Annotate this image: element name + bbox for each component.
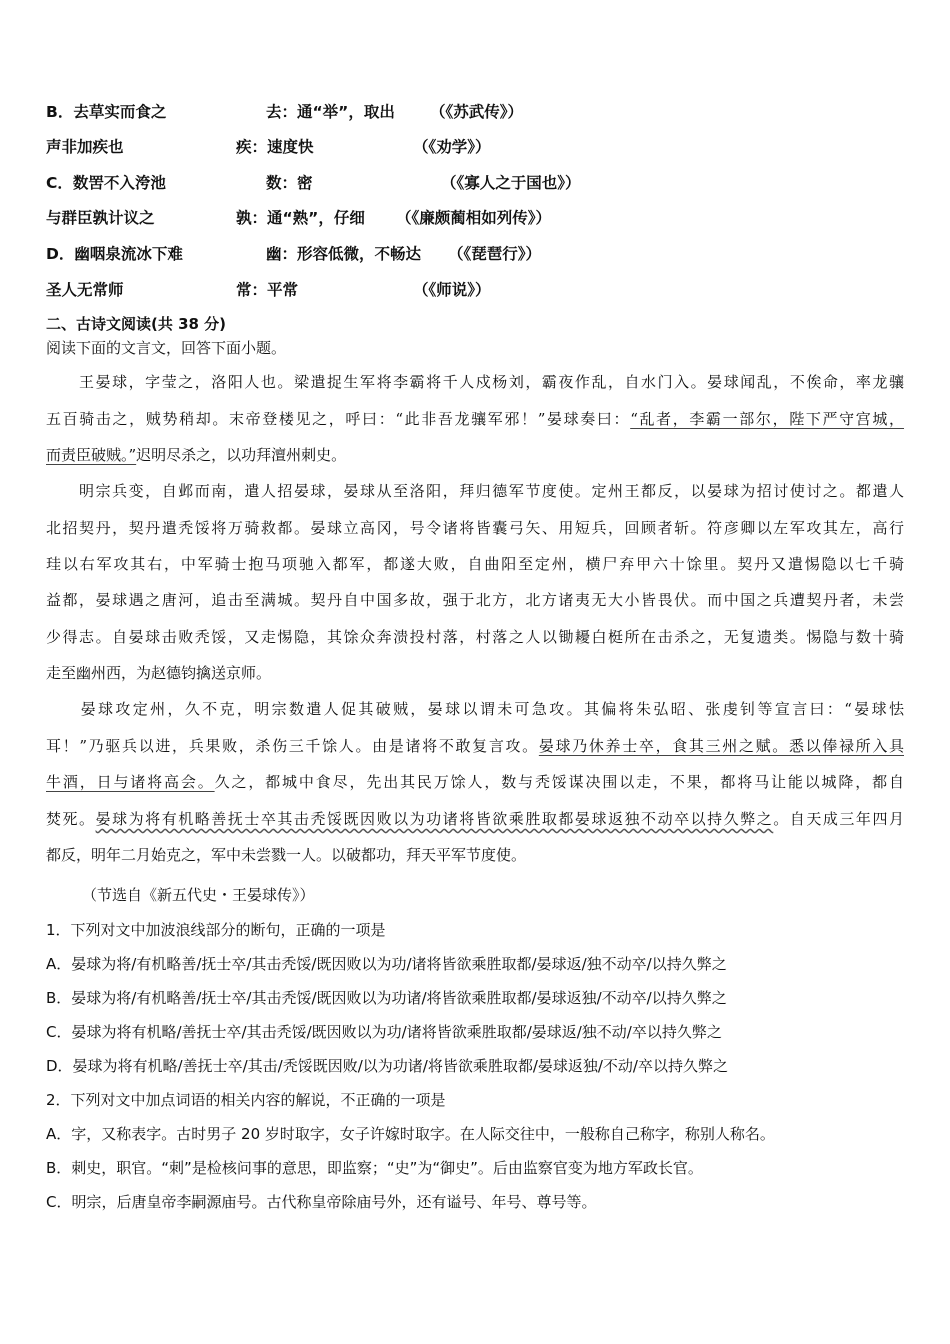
passage-line: 牛酒，日与诸将高会。久之，都城中食尽，先出其民万馀人，数与秃馁谋决围以走，不果，都将马让能以城降，都自 <box>46 773 904 791</box>
option-gloss: 幽：形容低微，不畅达 <box>266 245 422 263</box>
source-note: （节选自《新五代史・王晏球传》） <box>82 886 315 904</box>
answer-option: A．字，又称表字。古时男子 20 岁时取字，女子许嫁时取字。在人际交往中，一般称自己称字，称别人称名。 <box>46 1125 775 1143</box>
passage-line: 珪以右军攻其右，中军骑士抱马项驰入都军，都遂大败，自曲阳至定州，横尸弃甲六十馀里。契丹又遣惕隐以七千骑 <box>46 555 904 573</box>
option-word: D．幽咽泉流冰下难 <box>46 245 183 263</box>
option-word: 声非加疾也 <box>46 138 124 156</box>
answer-option: A．晏球为将/有机略善/抚士卒/其击秃馁/既因败以为功/诸将皆欲乘胜取都/晏球返/独不动卒/以持久弊之 <box>46 955 727 973</box>
passage-line: 五百骑击之，贼势稍却。末帝登楼见之，呼曰：“此非吾龙骧军邪！”晏球奏曰：“乱者，李霸一部尔，陛下严守宫城， <box>46 410 905 428</box>
question-stem: 1．下列对文中加波浪线部分的断句，正确的一项是 <box>46 921 386 939</box>
passage-line: 少得志。自晏球击败秃馁，又走惕隐，其馀众奔溃投村落，村落之人以锄耰白梃所在击杀之，无复遗类。惕隐与数十骑 <box>46 628 904 646</box>
passage-line: 都反，明年二月始克之，军中未尝戮一人。以破都功，拜天平军节度使。 <box>46 846 527 864</box>
passage-line: 益都，晏球遇之唐河，追击至满城。契丹自中国多故，强于北方，北方诸夷无大小皆畏伏。而中国之兵遭契丹者，未尝 <box>46 591 904 609</box>
option-gloss: 孰：通“熟”，仔细 <box>236 209 365 227</box>
underlined-text: “乱者，李霸一部尔，陛下严守宫城， <box>630 410 905 428</box>
underlined-text: 晏球乃休养士卒，食其三州之赋。悉以俸禄所入具 <box>538 737 904 755</box>
option-gloss: 去：通“举”，取出 <box>266 103 395 121</box>
passage-line: 而责臣破贼。”迟明尽杀之，以功拜澶州刺史。 <box>46 446 347 464</box>
passage-line: 北招契丹，契丹遣秃馁将万骑救都。晏球立高冈，号令诸将皆囊弓矢、用短兵，回顾者斩。符彦卿以左军攻其左，高行 <box>46 519 904 537</box>
option-word: 与群臣孰计议之 <box>46 209 155 227</box>
passage-line: 耳！”乃驱兵以进，兵果败，杀伤三千馀人。由是诸将不敢复言攻。晏球乃休养士卒，食其三州之赋。悉以俸禄所入具 <box>46 737 904 755</box>
option-source: （《琵琶行》） <box>448 245 542 263</box>
option-gloss: 疾：速度快 <box>236 138 314 156</box>
wavy-underlined-text: 晏球为将有机略善抚士卒其击秃馁既因败以为功诸将皆欲乘胜取都晏球返独不动卒以持久弊之 <box>95 810 774 828</box>
question-stem: 2．下列对文中加点词语的相关内容的解说，不正确的一项是 <box>46 1091 446 1109</box>
option-source: （《寡人之于国也》） <box>441 174 581 192</box>
answer-option: B．刺史，职官。“刺”是检核问事的意思，即监察；“史”为“御史”。后由监察官变为地方军政长官。 <box>46 1159 703 1177</box>
answer-option: D．晏球为将有机略/善抚士卒/其击/秃馁既因败/以为功诸/将皆欲乘胜取都/晏球返独/不动/卒以持久弊之 <box>46 1057 728 1075</box>
section-title: 二、古诗文阅读(共 38 分) <box>46 315 227 333</box>
option-word: 圣人无常师 <box>46 281 124 299</box>
option-source: （《劝学》） <box>413 138 491 156</box>
option-source: （《廉颇蔺相如列传》） <box>396 209 552 227</box>
passage-line: 走至幽州西，为赵德钧擒送京师。 <box>46 664 272 682</box>
option-word: B．去草实而食之 <box>46 103 167 121</box>
option-gloss: 数：密 <box>266 174 313 192</box>
passage-line: 明宗兵变，自邺而南，遣人招晏球，晏球从至洛阳，拜归德军节度使。定州王都反，以晏球为招讨使讨之。都遣人 <box>46 482 904 500</box>
reading-instruction: 阅读下面的文言文，回答下面小题。 <box>46 339 287 357</box>
passage-line: 晏球攻定州，久不克，明宗数遣人促其破贼，晏球以谓未可急攻。其偏将朱弘昭、张虔钊等宣言曰：“晏球怯 <box>46 700 904 718</box>
option-source: （《师说》） <box>413 281 491 299</box>
underlined-text: 而责臣破贼。” <box>46 446 137 464</box>
underlined-text: 牛酒，日与诸将高会。 <box>46 773 215 791</box>
answer-option: C．明宗，后唐皇帝李嗣源庙号。古代称皇帝除庙号外，还有谥号、年号、尊号等。 <box>46 1193 597 1211</box>
option-word: C．数罟不入洿池 <box>46 174 166 192</box>
passage-line: 焚死。晏球为将有机略善抚士卒其击秃馁既因败以为功诸将皆欲乘胜取都晏球返独不动卒以持久弊之。自天成三年四月 <box>46 810 904 828</box>
answer-option: B．晏球为将/有机略善/抚士卒/其击秃馁/既因败以为功诸/将皆欲乘胜取都/晏球返独/不动卒/以持久弊之 <box>46 989 727 1007</box>
answer-option: C．晏球为将有机略/善抚士卒/其击秃馁/既因败以为功/诸将皆欲乘胜取都/晏球返/独不动/卒以持久弊之 <box>46 1023 722 1041</box>
option-source: （《苏武传》） <box>430 103 524 121</box>
option-gloss: 常：平常 <box>236 281 299 299</box>
passage-line: 王晏球，字莹之，洛阳人也。梁遣捉生军将李霸将千人戍杨刘，霸夜作乱，自水门入。晏球闻乱，不俟命，率龙骧 <box>46 373 904 391</box>
